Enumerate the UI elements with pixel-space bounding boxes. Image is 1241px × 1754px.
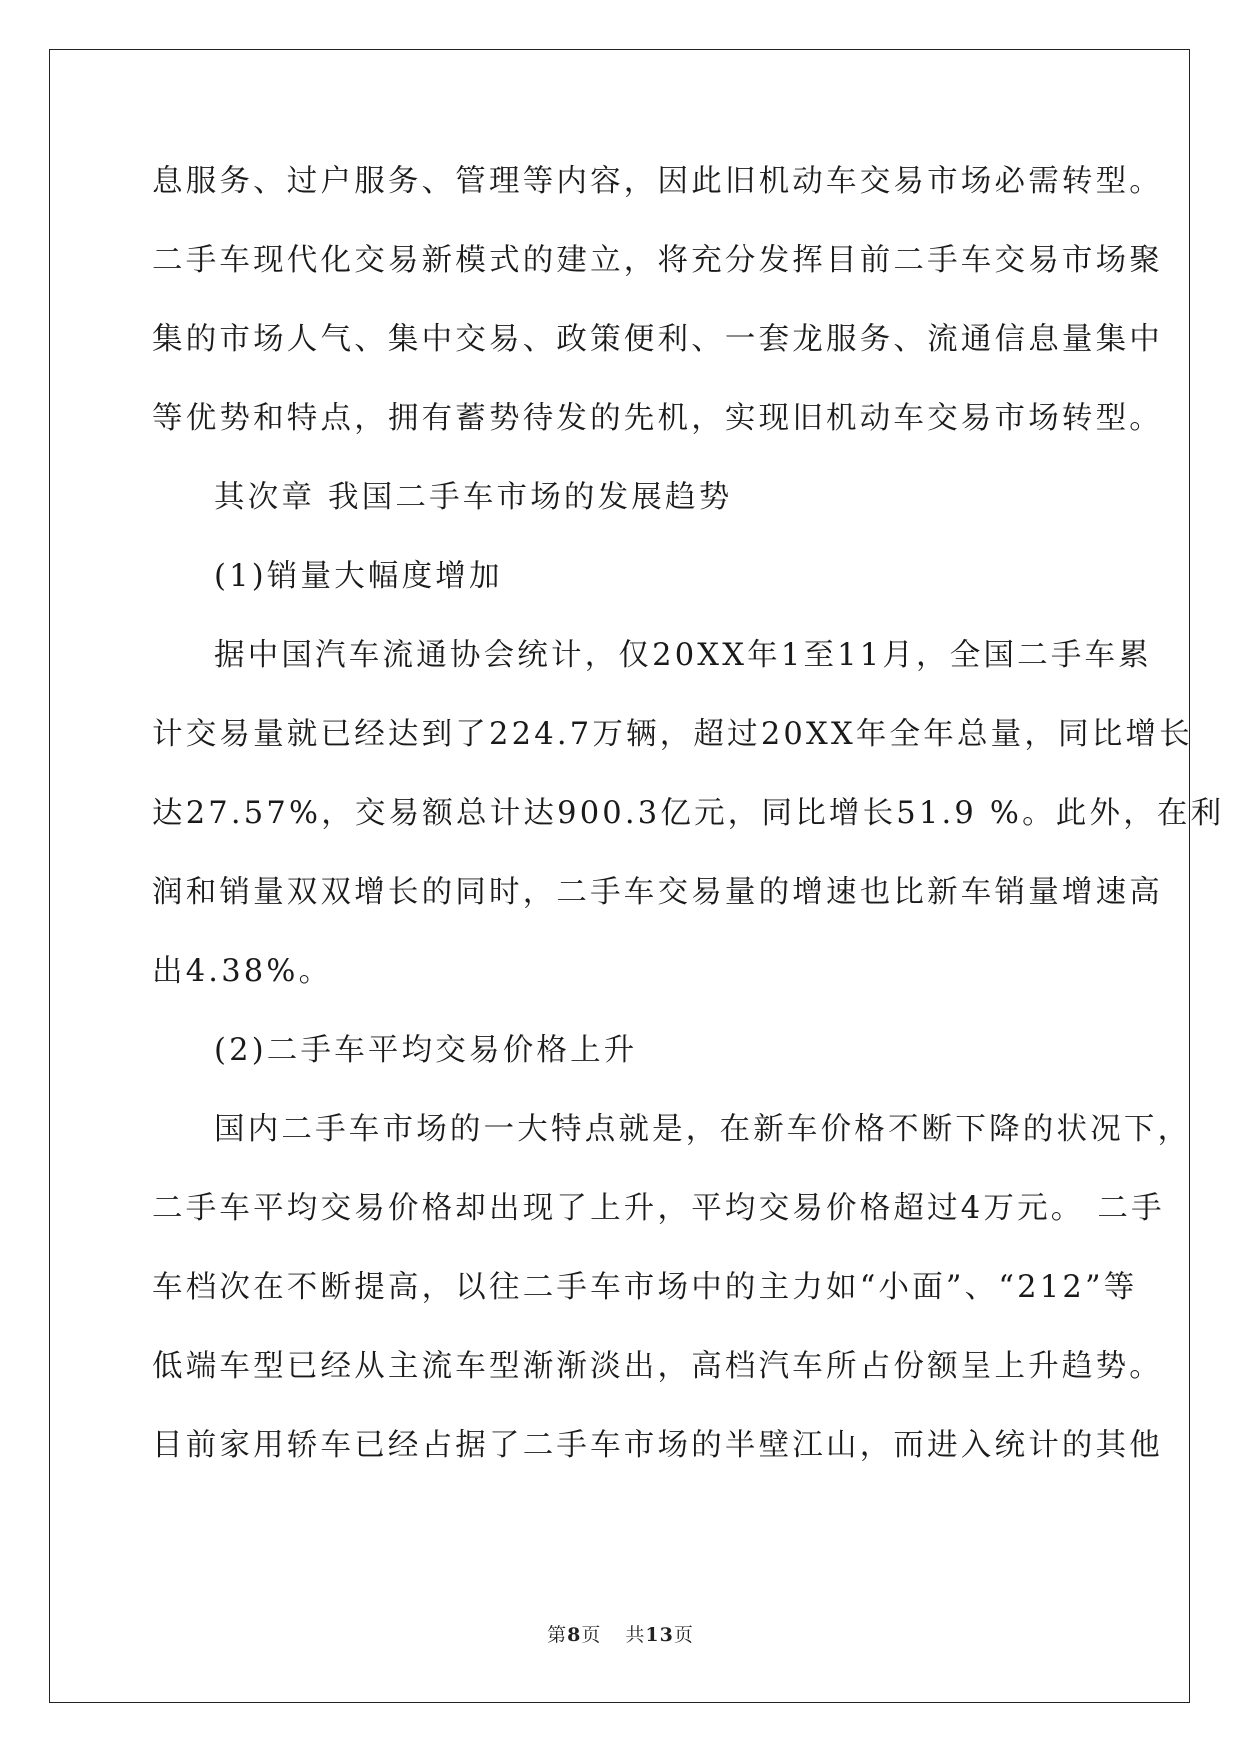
section-heading: (1)销量大幅度增加 [214,559,503,594]
section-heading: (2)二手车平均交易价格上升 [214,1033,638,1068]
footer-total-number: 13 [645,1624,674,1646]
footer-total-suffix: 页 [673,1624,694,1646]
paragraph-line: 二手车平均交易价格却出现了上升，平均交易价格超过4万元。 二手 [152,1191,1165,1226]
paragraph-line: 息服务、过户服务、管理等内容，因此旧机动车交易市场必需转型。 [152,164,1163,199]
paragraph-line: 国内二手车市场的一大特点就是，在新车价格不断下降的状况下， [214,1112,1192,1147]
paragraph-line: 据中国汽车流通协会统计，仅20XX年1至11月，全国二手车累 [214,638,1152,673]
footer-page-number: 8 [567,1624,582,1646]
paragraph-line: 低端车型已经从主流车型渐渐淡出，高档汽车所占份额呈上升趋势。 [152,1349,1163,1384]
paragraph-line: 润和销量双双增长的同时，二手车交易量的增速也比新车销量增速高 [152,875,1163,910]
chapter-heading: 其次章 我国二手车市场的发展趋势 [214,480,733,515]
footer-total-prefix: 共 [625,1624,646,1646]
paragraph-line: 出4.38%。 [152,954,333,989]
paragraph-line: 目前家用轿车已经占据了二手车市场的半壁江山，而进入统计的其他 [152,1428,1163,1463]
footer-page-suffix: 页 [581,1624,602,1646]
paragraph-line: 二手车现代化交易新模式的建立，将充分发挥目前二手车交易市场聚 [152,243,1163,278]
paragraph-line: 计交易量就已经达到了224.7万辆，超过20XX年全年总量，同比增长 [152,717,1193,752]
paragraph-line: 达27.57%，交易额总计达900.3亿元，同比增长51.9 %。此外，在利 [152,796,1225,831]
paragraph-line: 集的市场人气、集中交易、政策便利、一套龙服务、流通信息量集中 [152,322,1163,357]
paragraph-line: 车档次在不断提高，以往二手车市场中的主力如“小面”、“212”等 [152,1270,1138,1305]
paragraph-line: 等优势和特点，拥有蓄势待发的先机，实现旧机动车交易市场转型。 [152,401,1163,436]
footer-page-prefix: 第 [547,1624,568,1646]
page-footer [0,1620,1241,1647]
document-body [152,152,1225,1495]
